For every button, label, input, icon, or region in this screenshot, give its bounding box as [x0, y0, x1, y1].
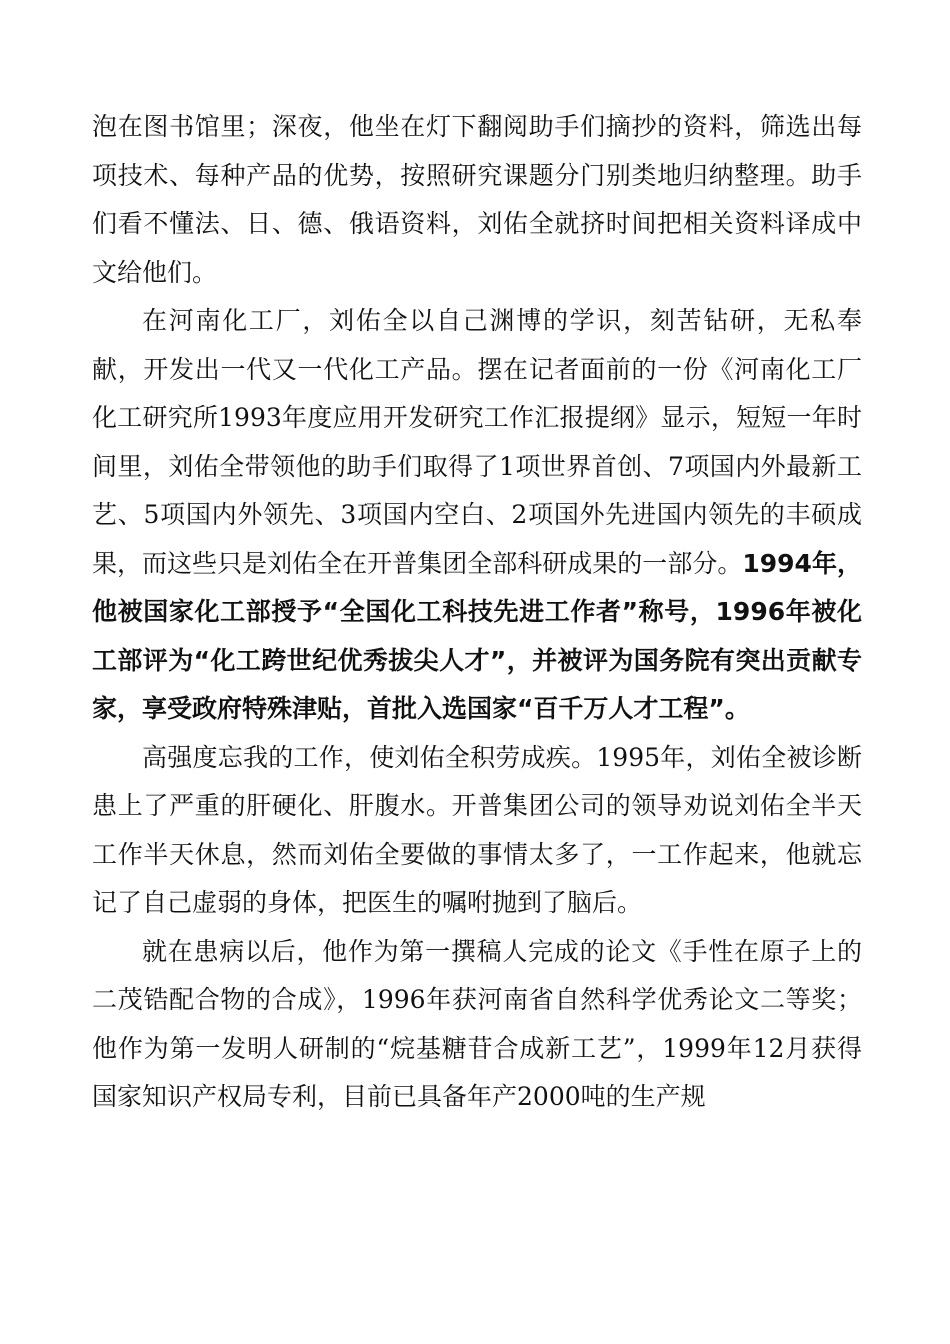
paragraph-text: 高强度忘我的工作，使刘佑全积劳成疾。1995年，刘佑全被诊断患上了严重的肝硬化、肝腹水。开普集团公司的领导劝说刘佑全半天工作半天休息，然而刘佑全要做的事情太多了，一工作起来，他就忘记了自己虚弱的身体，把医生的嘱咐抛到了脑后。	[92, 742, 862, 917]
paragraph-bold-honors: 1994年，他被国家化工部授予“全国化工科技先进工作者”称号，1996年被化工部评为“化工跨世纪优秀拔尖人才”，并被评为国务院有突出贡献专家，享受政府特殊津贴，首批入选国家“百千万人才工程”。	[92, 548, 862, 723]
document-page	[92, 103, 862, 1122]
paragraph-library-research	[92, 103, 862, 297]
paragraph-text: 泡在图书馆里；深夜，他坐在灯下翻阅助手们摘抄的资料，筛选出每项技术、每种产品的优势，按照研究课题分门别类地归纳整理。助手们看不懂法、日、德、俄语资料，刘佑全就挤时间把相关资料译成中文给他们。	[92, 112, 862, 287]
paragraph-achievements-after-illness	[92, 928, 862, 1122]
paragraph-illness	[92, 734, 862, 928]
paragraph-henan-chemical-plant	[92, 297, 862, 734]
paragraph-text: 就在患病以后，他作为第一撰稿人完成的论文《手性在原子上的二茂锆配合物的合成》，1996年获河南省自然科学优秀论文二等奖；他作为第一发明人研制的“烷基糖苷合成新工艺”，1999年12月获得国家知识产权局专利，目前已具备年产2000吨的生产规	[92, 936, 862, 1111]
paragraph-text: 在河南化工厂，刘佑全以自己渊博的学识，刻苦钻研，无私奉献，开发出一代又一代化工产品。摆在记者面前的一份《河南化工厂化工研究所1993年度应用开发研究工作汇报提纲》显示，短短一年时间里，刘佑全带领他的助手们取得了1项世界首创、7项国内外最新工艺、5项国内外领先、3项国内空白、2项国外先进国内领先的丰硕成果，而这些只是刘佑全在开普集团全部科研成果的一部分。	[92, 306, 862, 578]
